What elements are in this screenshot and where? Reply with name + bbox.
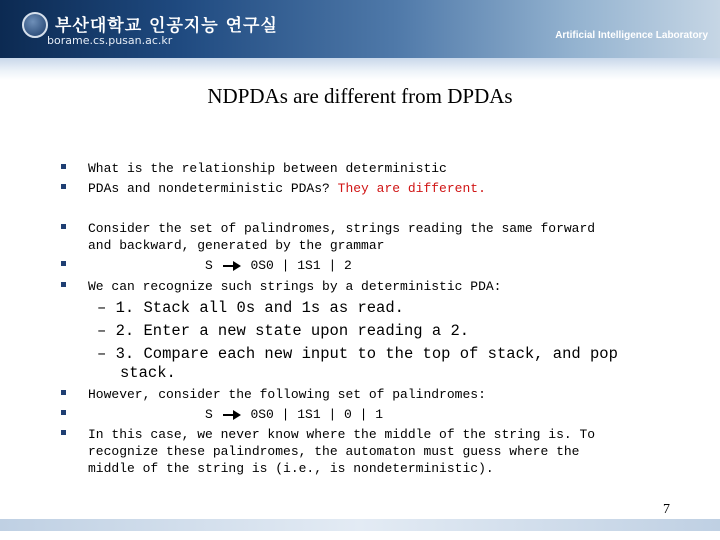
right-arrow-icon — [221, 260, 243, 272]
sub-item-1: – 1. Stack all 0s and 1s as read. — [97, 299, 404, 317]
bullet-4: However, consider the following set of palindromes: — [88, 387, 486, 402]
grammar-1 — [205, 257, 352, 274]
grammar-2-rhs: 0S0 | 1S1 | 0 | 1 — [250, 407, 384, 422]
grammar-2-lhs: S — [205, 407, 213, 422]
footer-band — [0, 519, 720, 531]
sub-item-2: – 2. Enter a new state upon reading a 2. — [97, 322, 470, 340]
bullet-square-icon — [61, 430, 66, 435]
org-title: 부산대학교 인공지능 연구실 — [55, 16, 278, 36]
right-arrow-icon — [221, 409, 243, 421]
bullet-5-line-1: In this case, we never know where the middle of the string is. To — [88, 427, 596, 442]
bullet-square-icon — [61, 164, 66, 169]
org-url: borame.cs.pusan.ac.kr — [47, 34, 173, 47]
page-number: 7 — [663, 502, 670, 517]
bullet-square-icon — [61, 224, 66, 229]
bullet-square-icon — [61, 282, 66, 287]
slide-title: NDPDAs are different from DPDAs — [207, 84, 513, 108]
sub-item-3-line-1: – 3. Compare each new input to the top of stack, and pop — [97, 345, 618, 363]
bullet-square-icon — [61, 261, 66, 266]
bullet-1-answer: They are different. — [337, 181, 486, 196]
bullet-square-icon — [61, 184, 66, 189]
grammar-1-lhs: S — [205, 258, 213, 273]
grammar-1-rhs: 0S0 | 1S1 | 2 — [250, 258, 352, 273]
bullet-1-line-2 — [88, 180, 486, 197]
lab-name: Artificial Intelligence Laboratory — [555, 30, 708, 41]
bullet-2-line-1: Consider the set of palindromes, strings reading the same forward — [88, 221, 596, 236]
university-seal-icon — [22, 12, 48, 38]
grammar-2 — [205, 406, 383, 423]
bullet-1-question: PDAs and nondeterministic PDAs? — [88, 181, 338, 196]
bullet-5-line-3: middle of the string is (i.e., is nondeterministic). — [88, 461, 494, 476]
bullet-square-icon — [61, 390, 66, 395]
bullet-2-line-2: and backward, generated by the grammar — [88, 238, 385, 253]
bullet-square-icon — [61, 410, 66, 415]
header-glow — [0, 58, 720, 80]
bullet-3: We can recognize such strings by a deterministic PDA: — [88, 279, 502, 294]
bullet-1-line-1: What is the relationship between deterministic — [88, 161, 447, 176]
sub-item-3-line-2: stack. — [120, 364, 176, 382]
bullet-5-line-2: recognize these palindromes, the automaton must guess where the — [88, 444, 580, 459]
